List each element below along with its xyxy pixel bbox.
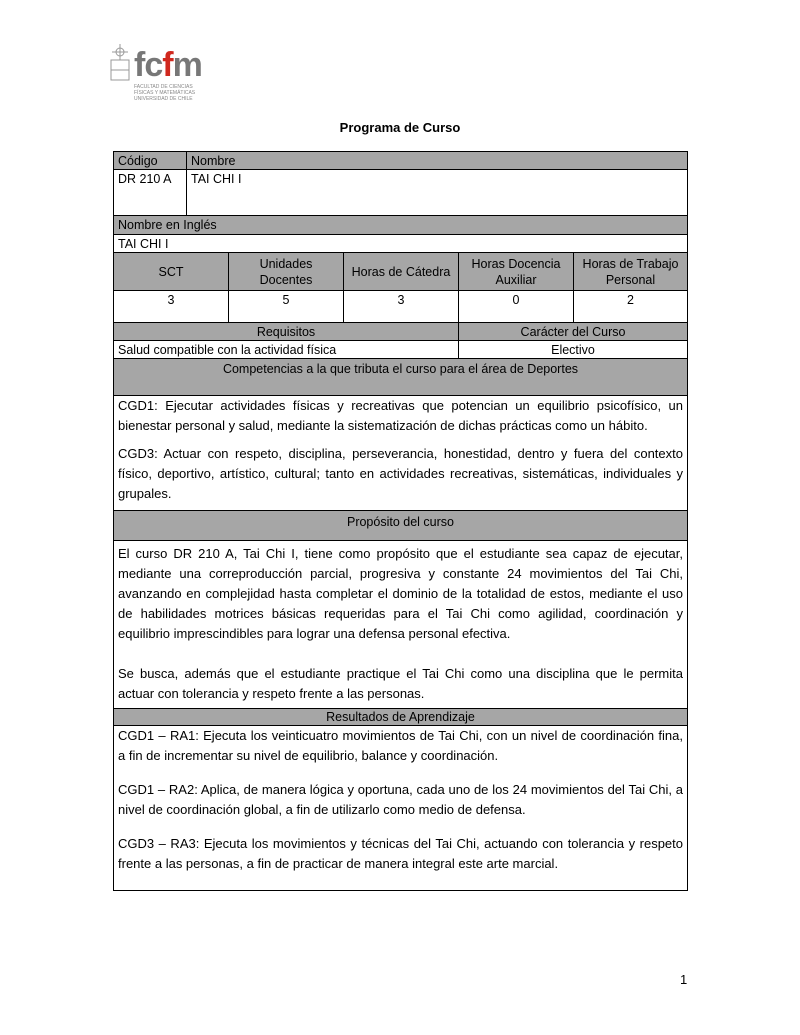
horas-catedra-header: Horas de Cátedra — [343, 252, 459, 291]
nombre-ingles-label: Nombre en Inglés — [113, 215, 688, 235]
page-title: Programa de Curso — [339, 120, 461, 135]
horas-docencia-auxiliar-header: Horas Docencia Auxiliar — [458, 252, 574, 291]
codigo-value: DR 210 A — [113, 169, 187, 216]
page-number: 1 — [680, 972, 688, 987]
requisitos-label: Requisitos — [113, 322, 459, 341]
competencias-section — [113, 395, 688, 511]
horas-docencia-auxiliar-value: 0 — [458, 290, 574, 323]
unidades-docentes-header: Unidades Docentes — [228, 252, 344, 291]
resultado-item: CGD1 – RA2: Aplica, de manera lógica y oportuna, cada uno de los 24 movimientos del Tai Chi, a nivel de coordinación global, a fin de utilizarlo como medio de defensa. — [118, 782, 683, 817]
nombre-ingles-value: TAI CHI I — [113, 234, 688, 253]
competencia-item: CGD3: Actuar con respeto, disciplina, perseverancia, honestidad, dentro y fuera del contexto físico, deportivo, artístico, cultural; tanto en actividades recreativas, sistemáticas, individuales y grupales. — [118, 446, 683, 501]
sct-value: 3 — [113, 290, 229, 323]
competencias-header: Competencias a la que tributa el curso para el área de Deportes — [113, 358, 688, 396]
proposito-section — [113, 540, 688, 709]
sct-header: SCT — [113, 252, 229, 291]
caracter-label: Carácter del Curso — [458, 322, 688, 341]
caracter-value: Electivo — [458, 340, 688, 359]
resultado-item: CGD3 – RA3: Ejecuta los movimientos y técnicas del Tai Chi, actuando con tolerancia y respeto frente a las personas, a fin de practicar de manera integral este arte marcial. — [118, 836, 683, 871]
resultado-item: CGD1 – RA1: Ejecuta los veinticuatro movimientos de Tai Chi, con un nivel de coordinación fina, a fin de incrementar su nivel de equilibrio, balance y coordinación. — [118, 728, 683, 763]
horas-catedra-value: 3 — [343, 290, 459, 323]
fcfm-logo: fcfm FACULTAD DE CIENCIAS FÍSICAS Y MATEMÁTICAS UNIVERSIDAD DE CHILE — [108, 44, 208, 104]
requisitos-value: Salud compatible con la actividad física — [113, 340, 459, 359]
nombre-label: Nombre — [186, 151, 688, 170]
nombre-value: TAI CHI I — [186, 169, 688, 216]
resultados-header: Resultados de Aprendizaje — [113, 708, 688, 726]
proposito-paragraph: Se busca, además que el estudiante practique el Tai Chi como una disciplina que le permita actuar con tolerancia y respeto frente a las personas. — [118, 666, 683, 701]
resultados-section — [113, 725, 688, 891]
competencia-item: CGD1: Ejecutar actividades físicas y recreativas que potencian un equilibrio psicofísico, un bienestar personal y salud, mediante la sistematización de dichas prácticas como un hábito. — [118, 398, 683, 433]
horas-trabajo-personal-header: Horas de Trabajo Personal — [573, 252, 688, 291]
horas-trabajo-personal-value: 2 — [573, 290, 688, 323]
unidades-docentes-value: 5 — [228, 290, 344, 323]
proposito-header: Propósito del curso — [113, 510, 688, 541]
proposito-paragraph: El curso DR 210 A, Tai Chi I, tiene como propósito que el estudiante sea capaz de ejecutar, mediante una correproducción parcial, progresiva y constante 24 movimientos del Tai Chi, avanzando en complejidad hasta completar el dominio de la totalidad de estos, mediante el uso de habilidades motrices básicas requeridas para el Tai Chi como agilidad, coordinación y equilibrio imprescindibles para lograr una defensa personal efectiva. — [118, 546, 683, 641]
codigo-label: Código — [113, 151, 187, 170]
